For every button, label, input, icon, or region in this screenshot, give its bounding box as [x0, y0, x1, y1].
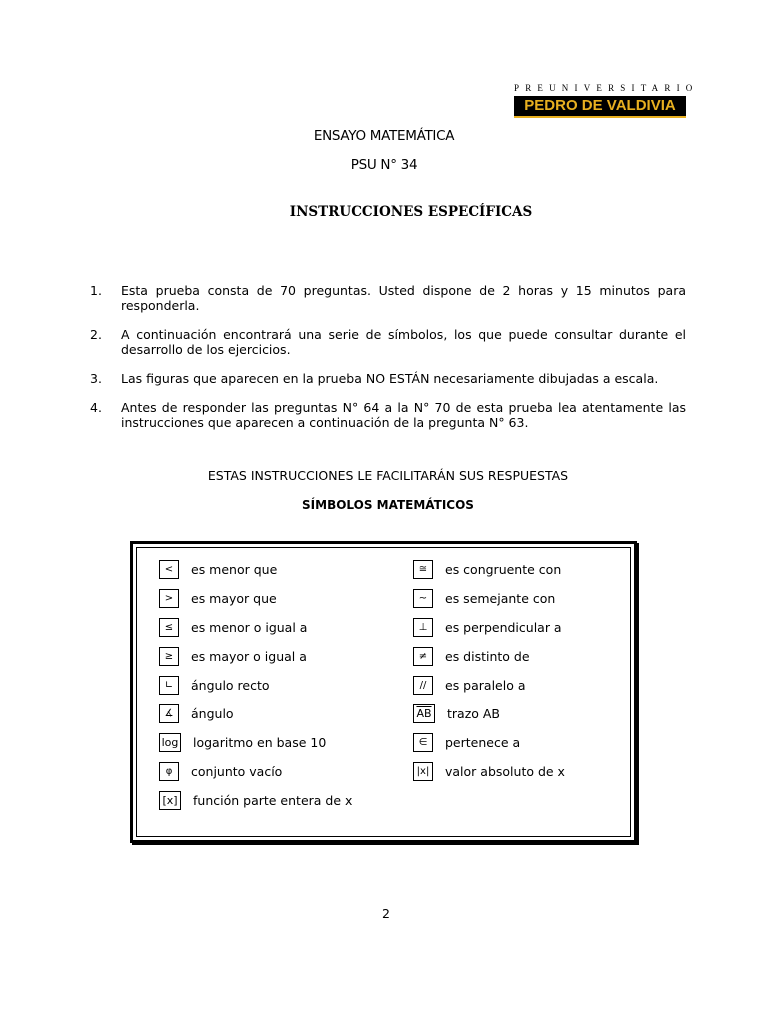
empty-set-symbol-icon: φ	[159, 762, 179, 781]
right-angle-symbol-icon: ∟	[159, 676, 179, 695]
perpendicular-symbol-icon: ⊥	[413, 618, 433, 637]
absolute-value-symbol-icon: |x|	[413, 762, 433, 781]
symbols-column-left	[159, 560, 352, 820]
log-symbol-icon: log	[159, 733, 181, 752]
symbol-description: es distinto de	[445, 648, 530, 664]
instruction-item	[90, 283, 686, 313]
symbol-description: conjunto vacío	[191, 764, 283, 780]
instruction-text: A continuación encontrará una serie de símbolos, los que puede consultar durante el desarrollo de los ejercicios.	[121, 327, 686, 357]
instruction-item	[90, 371, 686, 386]
symbol-row	[413, 647, 565, 676]
element-of-symbol-icon: ∈	[413, 733, 433, 752]
instruction-text: Esta prueba consta de 70 preguntas. Usted dispone de 2 horas y 15 minutos para responderla.	[121, 283, 686, 313]
instruction-number: 1.	[90, 283, 102, 298]
symbol-description: función parte entera de x	[193, 793, 353, 809]
instructions-heading: INSTRUCCIONES ESPECÍFICAS	[289, 204, 533, 220]
symbol-row	[159, 704, 352, 733]
symbol-description: es mayor que	[191, 590, 277, 606]
symbol-description: ángulo recto	[191, 677, 270, 693]
symbol-row	[413, 762, 565, 791]
symbol-description: es menor o igual a	[191, 619, 308, 635]
logo-name: PEDRO DE VALDIVIA	[514, 96, 686, 118]
symbol-row	[159, 589, 352, 618]
symbol-row	[413, 733, 565, 762]
symbol-row	[413, 589, 565, 618]
symbol-description: ángulo	[191, 706, 234, 722]
symbol-row	[159, 762, 352, 791]
instruction-number: 2.	[90, 327, 102, 342]
symbols-table-inner	[136, 547, 631, 837]
less-or-equal-symbol-icon: ≤	[159, 618, 179, 637]
symbols-table	[130, 541, 637, 843]
floor-function-symbol-icon: [x]	[159, 791, 181, 810]
exam-title: ENSAYO MATEMÁTICA	[313, 128, 455, 144]
symbol-description: es menor que	[191, 562, 278, 577]
symbols-title: SÍMBOLOS MATEMÁTICOS	[302, 498, 474, 512]
symbol-description: trazo AB	[447, 706, 501, 722]
greater-than-symbol-icon: >	[159, 589, 179, 608]
instruction-number: 4.	[90, 400, 102, 415]
symbol-row	[159, 618, 352, 647]
institution-logo	[514, 82, 699, 118]
not-equal-symbol-icon: ≠	[413, 647, 433, 666]
similar-symbol-icon: ~	[413, 589, 433, 608]
symbol-description: pertenece a	[445, 735, 521, 751]
exam-number: PSU N° 34	[350, 157, 418, 173]
symbol-row	[413, 560, 565, 589]
page-number: 2	[382, 906, 390, 921]
instruction-text: Antes de responder las preguntas N° 64 a la N° 70 de esta prueba lea atentamente las instrucciones que aparecen a continuación de la pregunta N° 63.	[121, 400, 686, 430]
symbol-row	[159, 676, 352, 705]
symbol-description: valor absoluto de x	[445, 764, 565, 780]
symbol-description: es semejante con	[445, 590, 556, 606]
symbol-row	[413, 618, 565, 647]
instruction-number: 3.	[90, 371, 102, 386]
symbols-column-right	[413, 560, 565, 791]
congruent-symbol-icon: ≅	[413, 560, 433, 579]
instruction-item	[90, 400, 686, 430]
symbol-description: es congruente con	[445, 562, 562, 577]
instructions-list	[90, 283, 686, 444]
less-than-symbol-icon: <	[159, 560, 179, 579]
angle-symbol-icon: ∡	[159, 704, 179, 723]
segment-symbol-icon: $\overline{AB}$	[413, 704, 435, 723]
symbol-description: es mayor o igual a	[191, 648, 307, 664]
symbol-row	[413, 676, 565, 705]
instructions-note: ESTAS INSTRUCCIONES LE FACILITARÁN SUS RESPUESTAS	[207, 468, 569, 483]
symbol-description: es paralelo a	[445, 677, 526, 693]
symbol-description: logaritmo en base 10	[193, 735, 327, 751]
symbol-row	[159, 647, 352, 676]
symbol-row	[413, 704, 565, 733]
instruction-item	[90, 327, 686, 357]
greater-or-equal-symbol-icon: ≥	[159, 647, 179, 666]
symbol-row	[159, 791, 352, 820]
logo-top-text: PREUNIVERSITARIO	[514, 83, 699, 93]
parallel-symbol-icon: //	[413, 676, 433, 695]
instruction-text: Las figuras que aparecen en la prueba NO ESTÁN necesariamente dibujadas a escala.	[121, 371, 659, 386]
symbol-description: es perpendicular a	[445, 619, 562, 635]
symbol-row	[159, 560, 352, 589]
symbol-row	[159, 733, 352, 762]
